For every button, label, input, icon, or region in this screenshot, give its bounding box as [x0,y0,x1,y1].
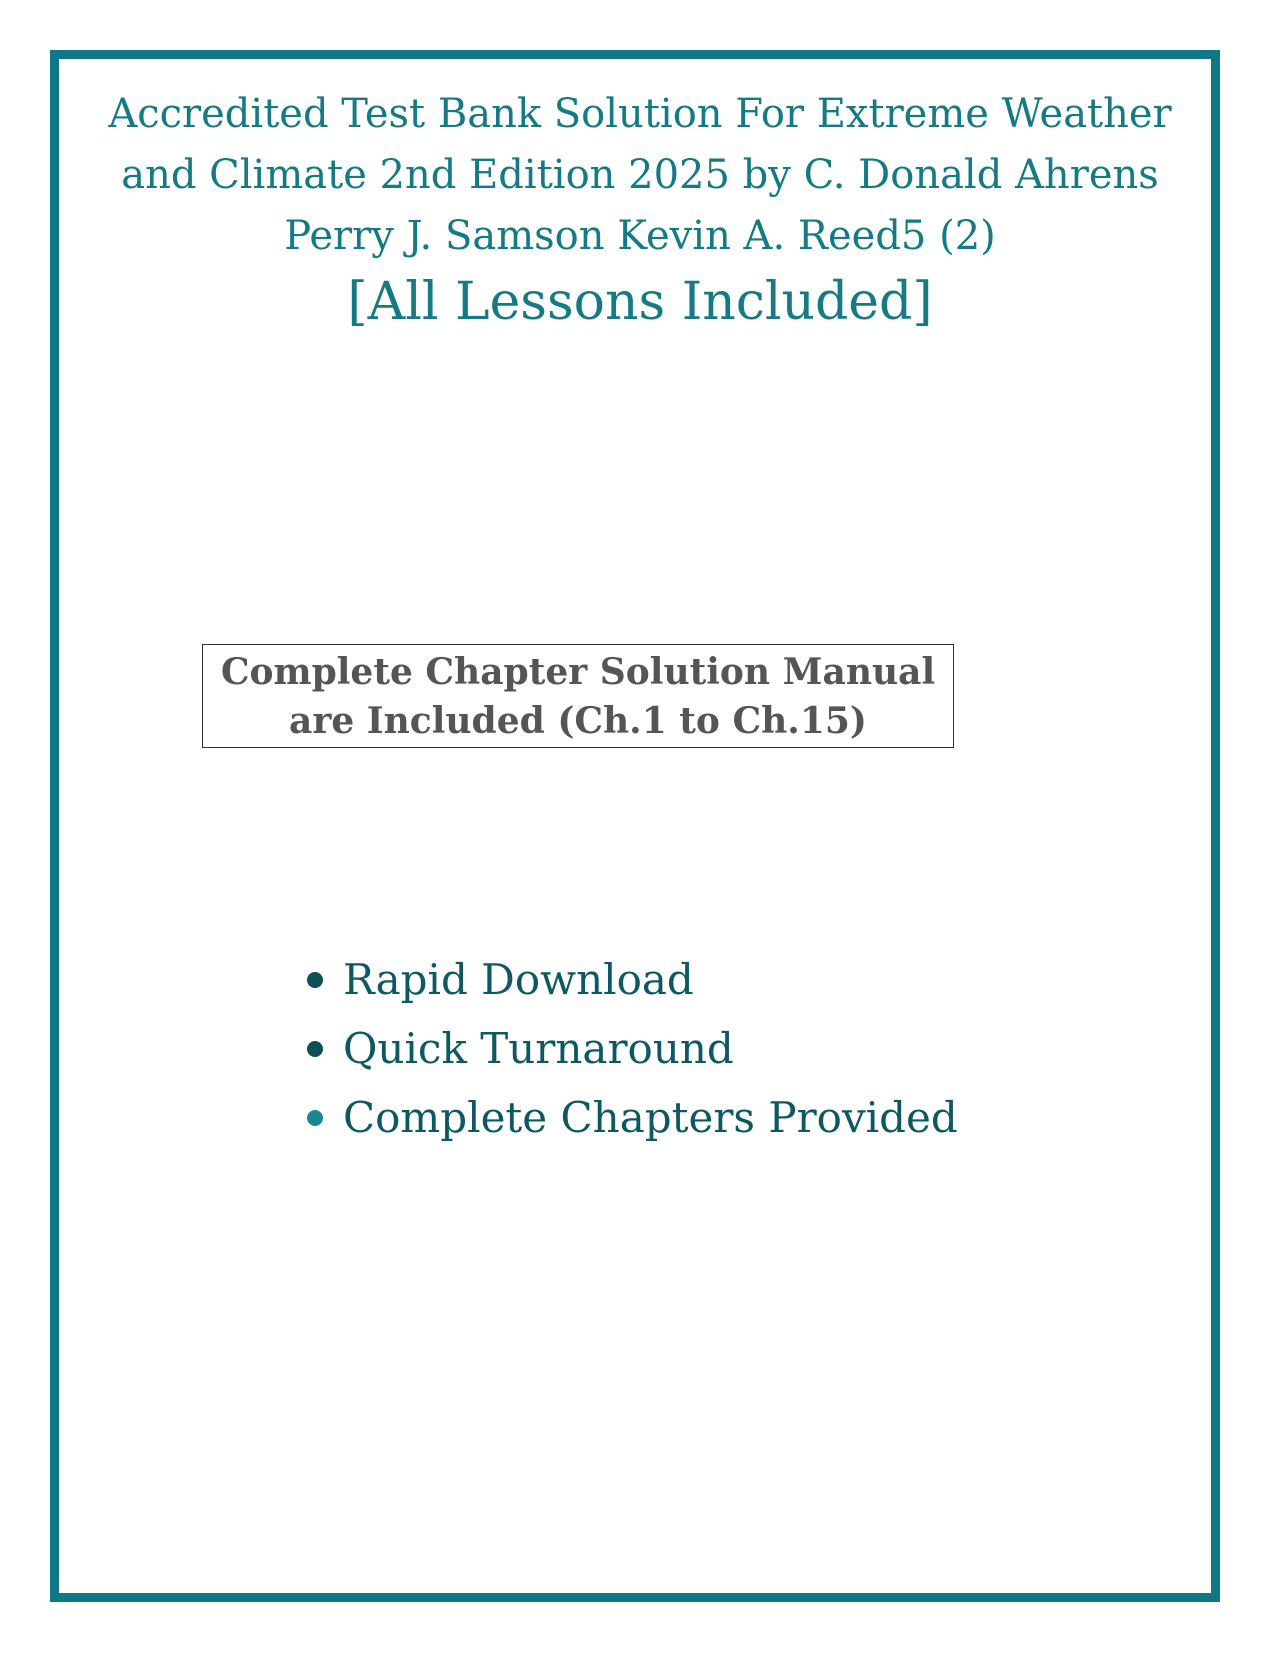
feature-item-complete-chapters [307,1083,958,1152]
subtitle: [All Lessons Included] [347,272,933,332]
bullet-dot-icon [307,1041,323,1057]
chapter-box-line-1: Complete Chapter Solution Manual [220,651,936,693]
title-line-1: Accredited Test Bank Solution For Extreme Weather [108,91,1172,137]
chapter-info-box [202,644,954,748]
chapter-box-line-2: are Included (Ch.1 to Ch.15) [289,700,867,742]
feature-label: Complete Chapters Provided [343,1093,958,1142]
title-line-3: Perry J. Samson Kevin A. Reed5 (2) [284,213,996,259]
bullet-dot-icon [307,1110,323,1126]
feature-item-quick-turnaround [307,1014,958,1083]
feature-item-rapid-download [307,945,958,1014]
title-block [0,84,1280,335]
title-line-2: and Climate 2nd Edition 2025 by C. Donald Ahrens [121,152,1159,198]
bullet-dot-icon [307,972,323,988]
feature-list [307,945,958,1152]
feature-label: Quick Turnaround [343,1024,734,1073]
feature-label: Rapid Download [343,955,694,1004]
